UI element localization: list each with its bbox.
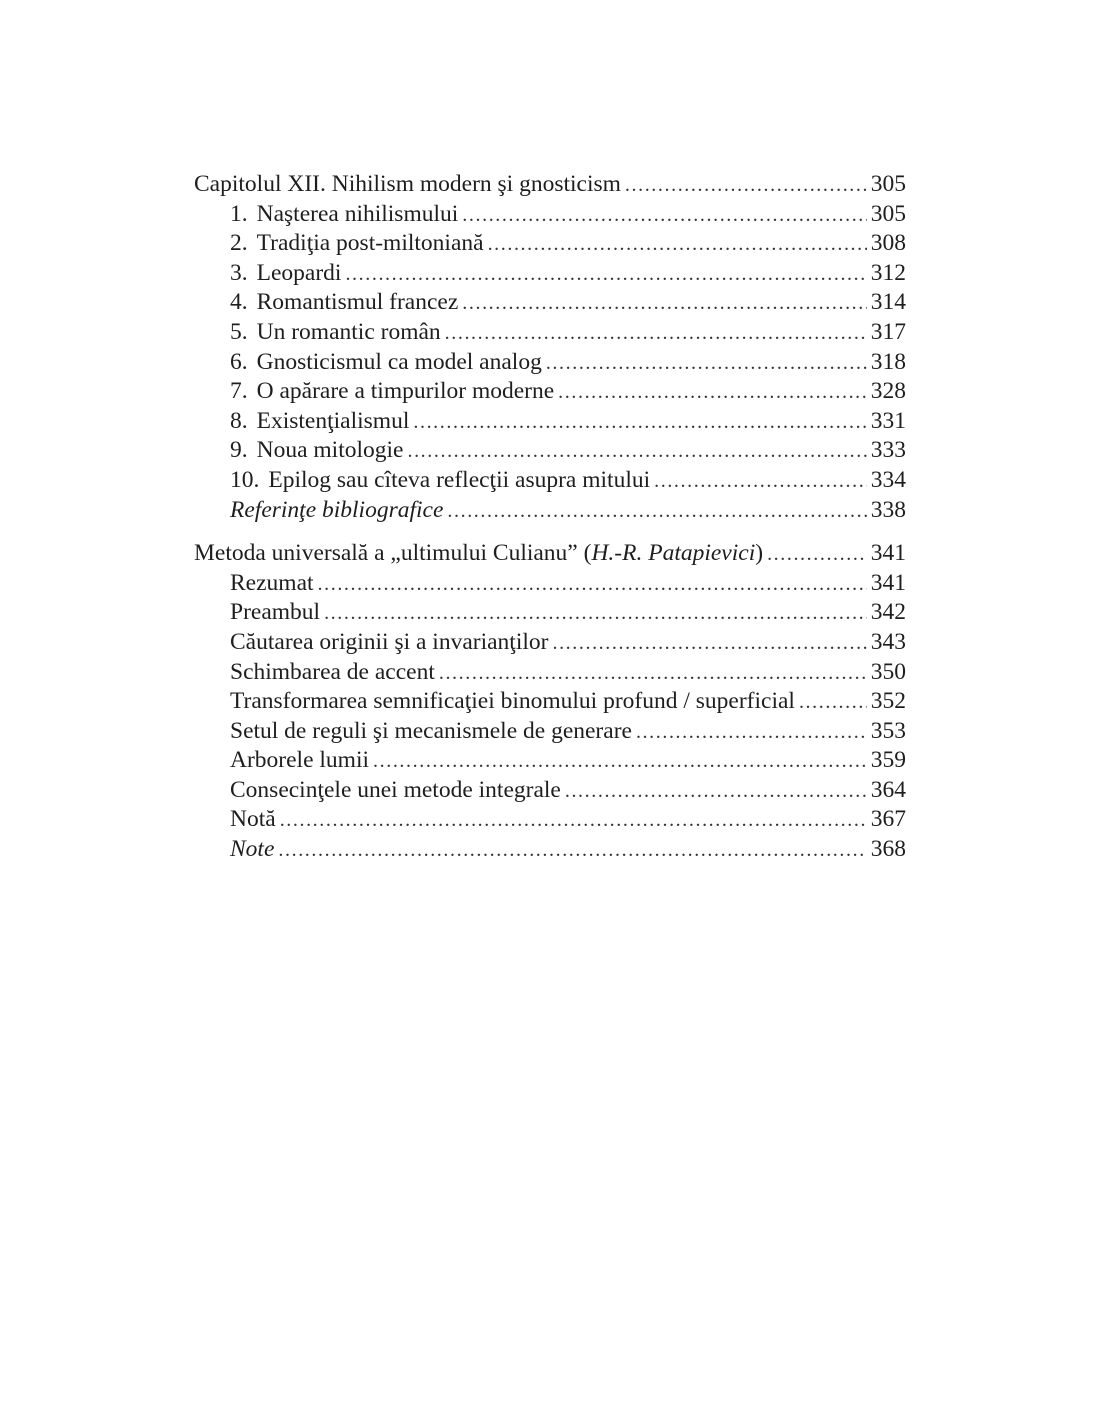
dot-leader (462, 289, 866, 319)
table-of-contents (194, 170, 906, 865)
toc-entry[interactable] (194, 717, 906, 747)
page-number: 341 (870, 540, 906, 567)
page-number: 341 (870, 569, 906, 596)
page-number: 333 (870, 437, 906, 464)
toc-chapter-12[interactable] (194, 170, 906, 200)
dot-leader (447, 497, 866, 527)
entry-title: Naşterea nihilismului (256, 200, 459, 227)
entry-number: 2. (230, 230, 248, 257)
entry-title: Tradiţia post-miltoniană (256, 230, 484, 257)
entry-title: Un romantic român (256, 318, 441, 345)
dot-leader (558, 378, 867, 408)
entry-number: 7. (230, 378, 248, 405)
toc-entry[interactable] (194, 229, 906, 259)
page-number: 305 (870, 171, 906, 197)
toc-entry[interactable] (194, 407, 906, 437)
page-number: 364 (870, 776, 906, 803)
dot-leader (324, 599, 867, 629)
dot-leader (345, 260, 866, 290)
dot-leader (318, 570, 867, 600)
toc-entry-references[interactable] (194, 496, 906, 526)
entry-title: Gnosticismul ca model analog (256, 348, 542, 375)
page-number: 334 (870, 466, 906, 493)
toc-entry[interactable] (194, 200, 906, 230)
page-number: 359 (870, 747, 906, 774)
entry-title: Referinţe bibliografice (230, 496, 444, 523)
dot-leader (439, 659, 867, 689)
toc-entry[interactable] (194, 805, 906, 835)
page-number: 353 (870, 717, 906, 744)
page-number: 317 (870, 318, 906, 345)
toc-entry[interactable] (194, 658, 906, 688)
toc-entry[interactable] (194, 687, 906, 717)
dot-leader (799, 688, 867, 718)
toc-entry[interactable] (194, 569, 906, 599)
toc-entry[interactable] (194, 776, 906, 806)
dot-leader (413, 408, 866, 438)
entry-number: 1. (230, 200, 248, 227)
entry-title: Arborele lumii (230, 747, 370, 774)
page-number: 342 (870, 599, 906, 626)
dot-leader (407, 437, 866, 467)
dot-leader (488, 230, 867, 260)
page-number: 331 (870, 407, 906, 434)
section-title-suffix: ) (755, 540, 764, 567)
page-number: 318 (870, 348, 906, 375)
dot-leader (278, 836, 866, 866)
toc-entry[interactable] (194, 746, 906, 776)
entry-title: Notă (230, 806, 276, 833)
page-number: 328 (870, 378, 906, 405)
entry-title: Existenţialismul (256, 407, 410, 434)
entry-title: Note (230, 836, 275, 863)
entry-number: 9. (230, 437, 248, 464)
toc-entry[interactable] (194, 628, 906, 658)
entry-number: 5. (230, 318, 248, 345)
toc-entry[interactable] (194, 598, 906, 628)
toc-entry[interactable] (194, 288, 906, 318)
entry-title: Epilog sau cîteva reflecţii asupra mitului (268, 466, 651, 493)
page-number: 314 (870, 289, 906, 316)
entry-title: O apărare a timpurilor moderne (256, 378, 555, 405)
page-number: 352 (870, 688, 906, 715)
toc-entry[interactable] (194, 436, 906, 466)
page-number: 350 (870, 658, 906, 685)
dot-leader (767, 540, 867, 570)
toc-entry[interactable] (194, 348, 906, 378)
entry-title: Rezumat (230, 569, 314, 596)
dot-leader (373, 747, 867, 777)
section-gap (194, 525, 906, 539)
toc-entry[interactable] (194, 259, 906, 289)
page-number: 338 (870, 496, 906, 523)
dot-leader (625, 171, 867, 201)
toc-entry-notes[interactable] (194, 835, 906, 865)
dot-leader (546, 349, 867, 379)
entry-title: Căutarea originii şi a invarianţilor (230, 628, 549, 655)
entry-number: 4. (230, 289, 248, 316)
entry-title: Preambul (230, 599, 321, 626)
entry-number: 8. (230, 407, 248, 434)
toc-section-metoda[interactable] (194, 539, 906, 569)
dot-leader (565, 777, 867, 807)
toc-entry[interactable] (194, 377, 906, 407)
dot-leader (654, 467, 867, 497)
page-number: 305 (870, 200, 906, 227)
entry-number: 3. (230, 259, 248, 286)
dot-leader (445, 319, 867, 349)
toc-entry[interactable] (194, 466, 906, 496)
chapter-title: Capitolul XII. Nihilism modern şi gnosticism (194, 171, 621, 197)
dot-leader (462, 201, 866, 231)
section-title-prefix: Metoda universală a „ultimului Culianu” ( (194, 540, 592, 567)
section-author: H.-R. Patapievici (591, 540, 756, 567)
section-title (194, 539, 763, 569)
entry-title: Transformarea semnificaţiei binomului profund / superficial (230, 688, 795, 715)
entry-title: Romantismul francez (256, 289, 459, 316)
toc-entry[interactable] (194, 318, 906, 348)
entry-title: Consecinţele unei metode integrale (230, 776, 561, 803)
page-number: 308 (870, 230, 906, 257)
dot-leader (552, 629, 866, 659)
entry-number: 6. (230, 348, 248, 375)
entry-title: Setul de reguli şi mecanismele de generare (230, 717, 632, 744)
entry-number: 10. (230, 466, 260, 493)
entry-title: Noua mitologie (256, 437, 404, 464)
page-number: 367 (870, 806, 906, 833)
page-number: 368 (870, 836, 906, 863)
dot-leader (280, 806, 867, 836)
dot-leader (636, 718, 867, 748)
entry-title: Schimbarea de accent (230, 658, 435, 685)
page-number: 312 (870, 259, 906, 286)
page-number: 343 (870, 628, 906, 655)
entry-title: Leopardi (256, 259, 342, 286)
